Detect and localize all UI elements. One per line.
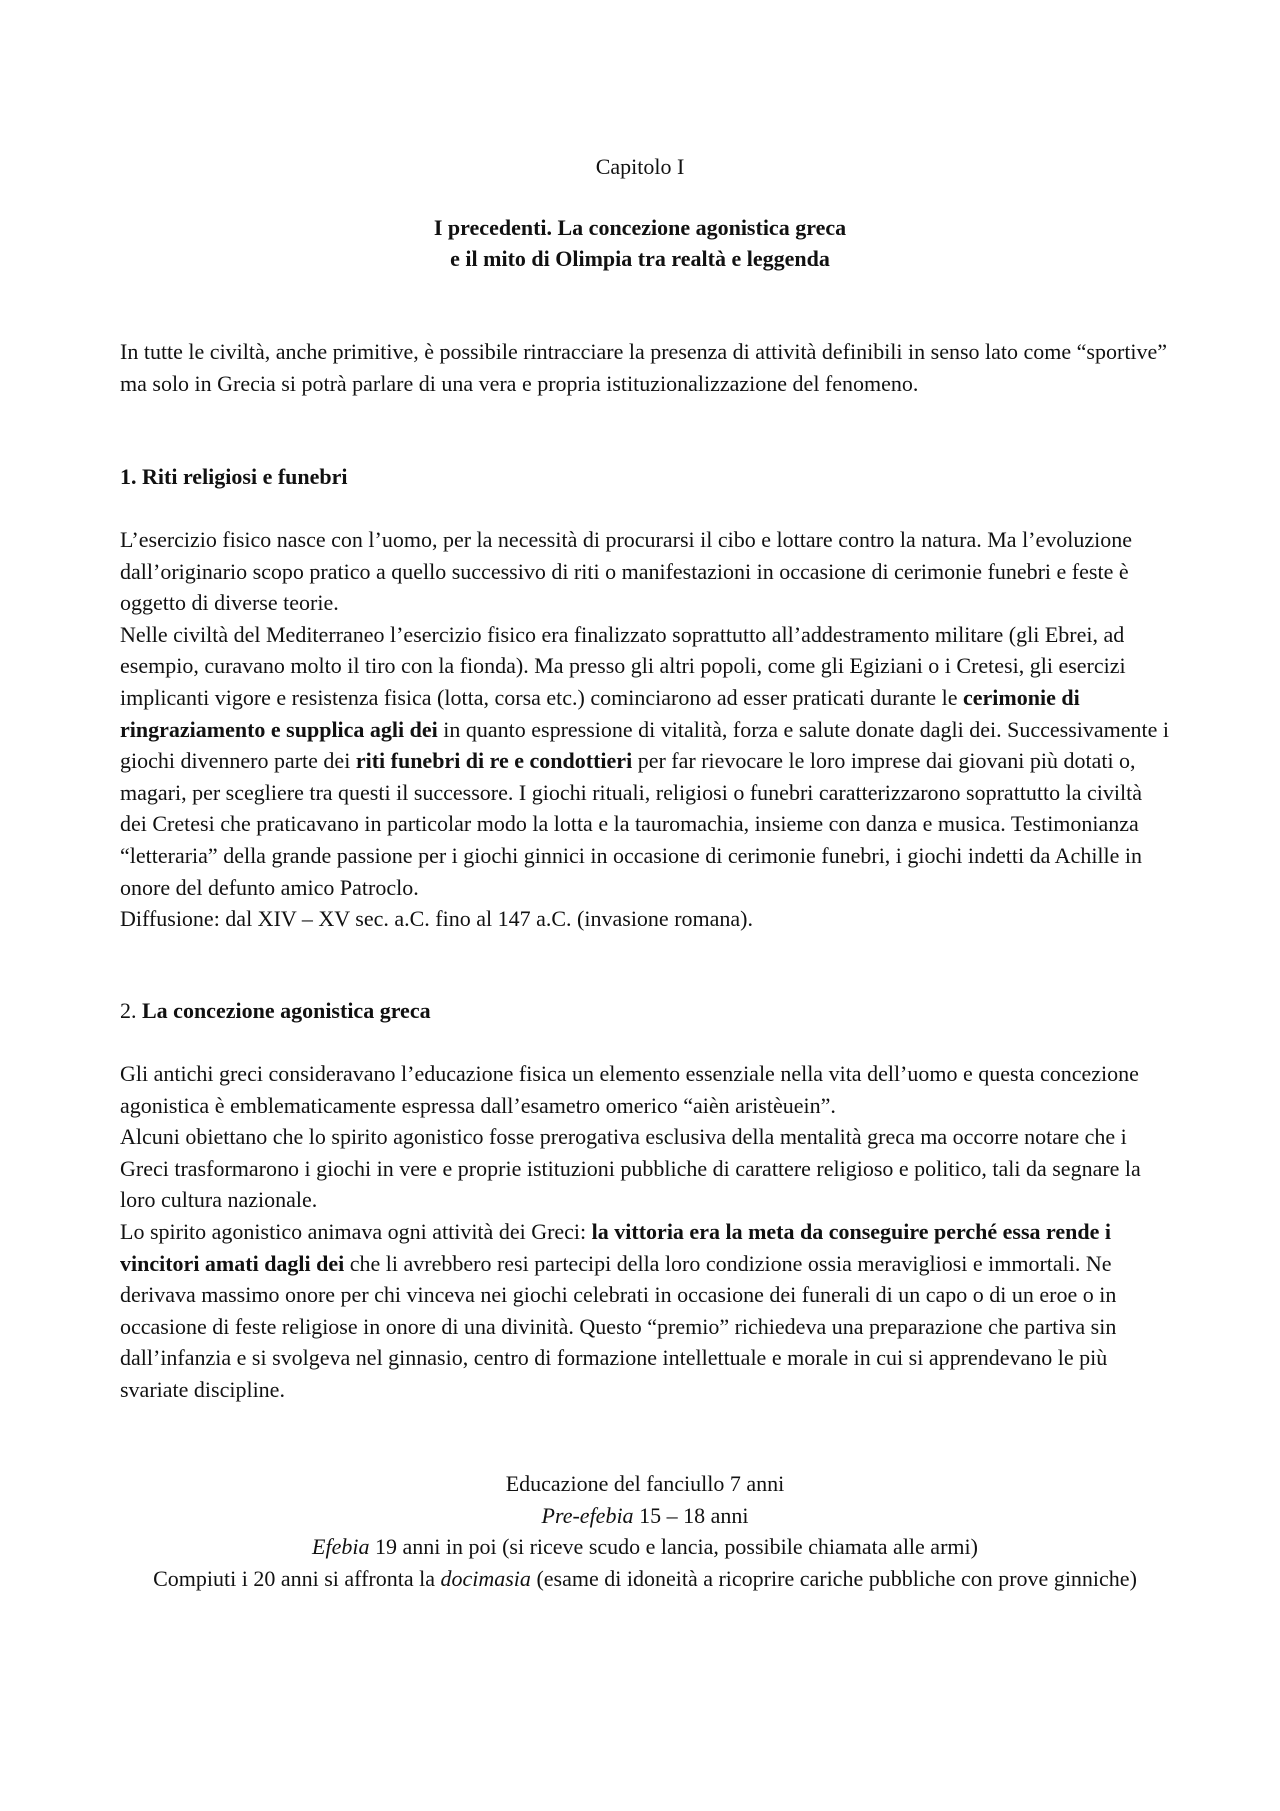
stage-childhood: Educazione del fanciullo 7 anni (505, 1471, 785, 1496)
docimasia-term: docimasia (440, 1565, 531, 1591)
s2p3-a: Lo spirito agonistico animava ogni attività dei Greci: (120, 1218, 592, 1244)
s2p3-bold-victory: la vittoria era la meta da conseguire perché essa rende i vincitori amati dagli dei (120, 1218, 1112, 1276)
efebia-text: 19 anni in poi (si riceve scudo e lancia, possibile chiamata alle armi) (369, 1534, 978, 1560)
chapter-title-line-1: I precedenti. La concezione agonistica greca (433, 215, 847, 240)
s1p2-bold-ceremonies: cerimonie di ringraziamento e supplica agli dei (120, 684, 1080, 742)
section-1-body (120, 524, 1170, 935)
stage-docimasia (120, 1563, 1170, 1595)
section-2-paragraph-2: Alcuni obiettano che lo spirito agonistico fosse prerogativa esclusiva della mentalità greca ma occorre notare che i Greci trasformarono i giochi in vere e proprie istituzioni pubbliche di carattere religioso e politico, tali da segnare la loro cultura nazionale. (120, 1124, 1141, 1213)
s1p2-a: Nelle civiltà del Mediterraneo l’esercizio fisico era finalizzato soprattutto all’addestramento militare (gli Ebrei, ad esempio, curavano molto il tiro con la fionda). Ma presso gli altri popoli, come gli Egiziani o i Cretesi, gli esercizi implicanti vigore e resistenza fisica (lotta, corsa etc.) cominciarono ad esser praticati durante le (120, 621, 1126, 710)
section-2-body (120, 1058, 1170, 1406)
pre-efebia-term: Pre-efebia (541, 1502, 634, 1528)
pre-efebia-text: 15 – 18 anni (633, 1502, 749, 1528)
intro-text: In tutte le civiltà, anche primitive, è possibile rintracciare la presenza di attività definibili in senso lato come “sportive” ma solo in Grecia si potrà parlare di una vera e propria istituzionalizzazione del fenomeno. (120, 339, 1168, 396)
docimasia-text: (esame di idoneità a ricoprire cariche pubbliche con prove ginniche) (530, 1565, 1137, 1591)
section-1-heading (120, 461, 348, 492)
chapter-label: Capitolo I (595, 154, 685, 179)
section-1-paragraph-3: Diffusione: dal XIV – XV sec. a.C. fino al 147 a.C. (invasione romana). (120, 906, 753, 932)
stage-efebia (120, 1531, 1170, 1563)
section-1-paragraph-1: L’esercizio fisico nasce con l’uomo, per la necessità di procurarsi il cibo e lottare contro la natura. Ma l’evoluzione dall’originario scopo pratico a quello successivo di riti o manifestazioni in occasione di cerimonie funebri e feste è oggetto di diverse teorie. (120, 527, 1133, 616)
education-stages (120, 1468, 1170, 1594)
section-2-heading-text: La concezione agonistica greca (142, 998, 431, 1023)
section-2-heading-number: 2. (120, 998, 142, 1023)
section-1-paragraph-2 (120, 619, 1170, 903)
s1p2-e: per far rievocare le loro imprese dai giovani più dotati o, magari, per scegliere tra questi il successore. I giochi rituali, religiosi o funebri caratterizzarono soprattutto la civiltà dei Cretesi che praticavano in particolar modo la lotta e la tauromachia, insieme con danza e musica. Testimonianza “letteraria” della grande passione per i giochi ginnici in occasione di cerimonie funebri, i giochi indetti da Achille in onore del defunto amico Patroclo. (120, 748, 1143, 900)
intro-paragraph (120, 336, 1170, 399)
efebia-term: Efebia (312, 1534, 370, 1560)
section-2-heading (120, 995, 431, 1026)
section-2-paragraph-3 (120, 1216, 1170, 1406)
section-2-paragraph-1: Gli antichi greci consideravano l’educazione fisica un elemento essenziale nella vita dell’uomo e questa concezione agonistica è emblematicamente espressa dall’esametro omerico “aièn aristèuein”. (120, 1061, 1139, 1118)
docimasia-prefix: Compiuti i 20 anni si affronta la (153, 1565, 441, 1591)
chapter-title-line-2: e il mito di Olimpia tra realtà e leggenda (450, 246, 830, 271)
s1p2-bold-funeral-rites: riti funebri di re e condottieri (355, 748, 633, 774)
section-1-heading-text: 1. Riti religiosi e funebri (120, 464, 348, 489)
stage-pre-efebia (120, 1500, 1170, 1532)
s2p3-c: che li avrebbero resi partecipi della loro condizione ossia meravigliosi e immortali. Ne derivava massimo onore per chi vinceva nei giochi celebrati in occasione dei funerali di un capo o di un eroe o in occasione di feste religiose in onore di una divinità. Questo “premio” richiedeva una preparazione che partiva sin dall’infanzia e si svolgeva nel ginnasio, centro di formazione intellettuale e morale in cui si apprendevano le più svariate discipline. (120, 1250, 1117, 1402)
s1p2-c: in quanto espressione di vitalità, forza e salute donate dagli dei. Successivamente i giochi divennero parte dei (120, 716, 1170, 774)
chapter-title (0, 212, 1280, 274)
